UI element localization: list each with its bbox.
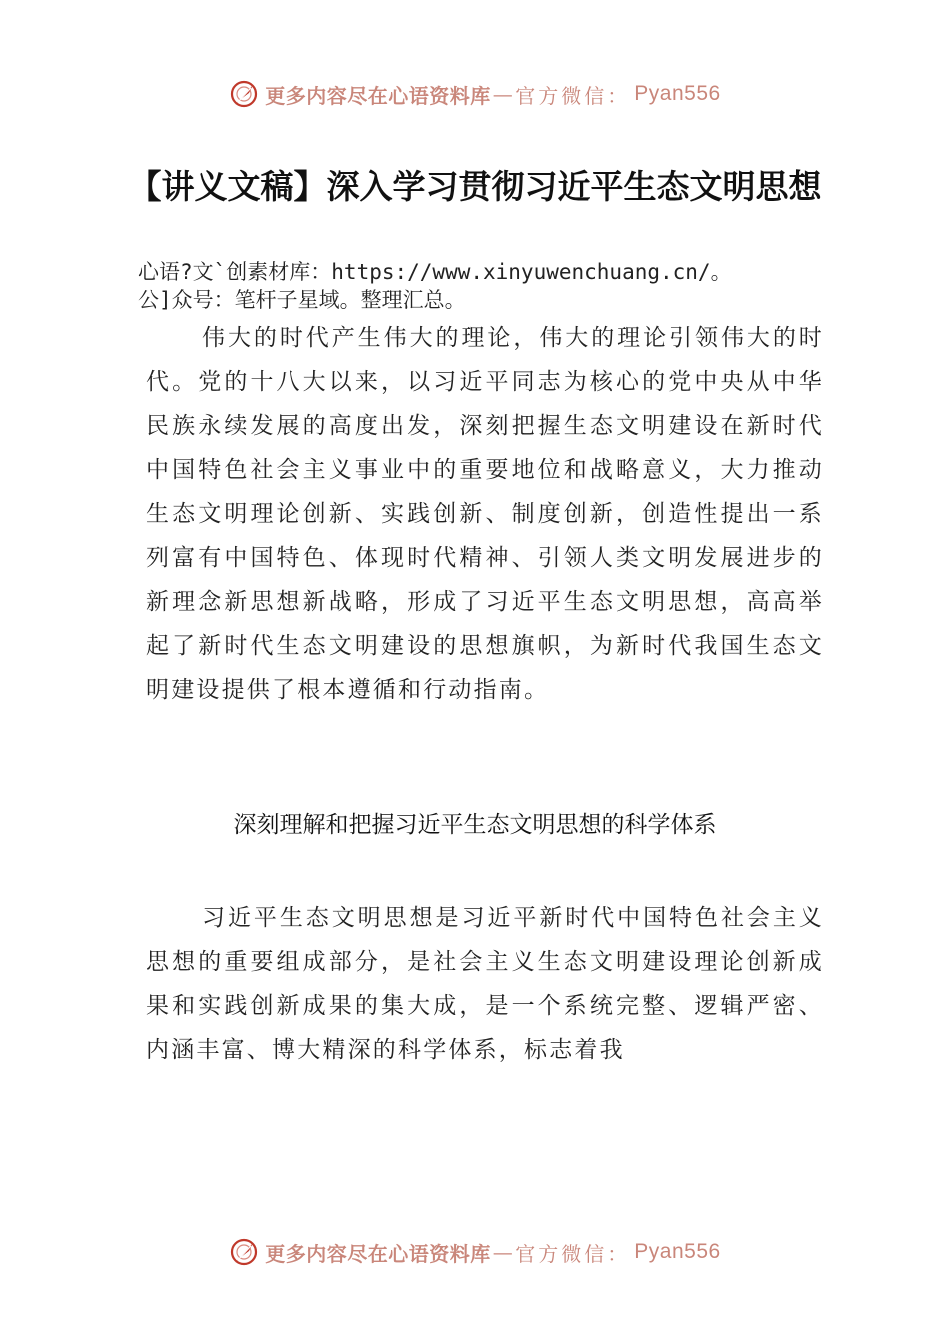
source-line-1: 心语?文`创素材库：https://www.xinyuwenchuang.cn/。	[138, 260, 732, 284]
banner-separator: —	[492, 1240, 514, 1264]
banner-separator: —	[492, 82, 514, 106]
header-banner	[0, 72, 950, 116]
banner-wechat-label: 官方微信：	[515, 83, 631, 108]
quill-seal-icon	[229, 79, 259, 109]
banner-wechat-label: 官方微信：	[515, 1241, 631, 1266]
footer-banner	[0, 1230, 950, 1274]
banner-text: 更多内容尽在心语资料库	[265, 83, 491, 108]
banner-wechat-id: Pyan556	[634, 1240, 721, 1263]
section-heading: 深刻理解和把握习近平生态文明思想的科学体系	[233, 812, 717, 838]
source-line-2: 公]众号：笔杆子星域。整理汇总。	[138, 288, 466, 312]
document-title: 【讲义文稿】深入学习贯彻习近平生态文明思想	[128, 167, 822, 206]
banner-wechat-id: Pyan556	[634, 82, 721, 105]
quill-seal-icon	[229, 1237, 259, 1267]
body-paragraph-2: 习近平生态文明思想是习近平新时代中国特色社会主义思想的重要组成部分，是社会主义生态文明建设理论创新成果和实践创新成果的集大成，是一个系统完整、逻辑严密、内涵丰富、博大精深的科学体系，标志着我	[146, 905, 824, 1063]
banner-text: 更多内容尽在心语资料库	[265, 1241, 491, 1266]
source-note	[138, 258, 828, 314]
body-paragraph-1: 伟大的时代产生伟大的理论，伟大的理论引领伟大的时代。党的十八大以来，以习近平同志为核心的党中央从中华民族永续发展的高度出发，深刻把握生态文明建设在新时代中国特色社会主义事业中的重要地位和战略意义，大力推动生态文明理论创新、实践创新、制度创新，创造性提出一系列富有中国特色、体现时代精神、引领人类文明发展进步的新理念新思想新战略，形成了习近平生态文明思想，高高举起了新时代生态文明建设的思想旗帜，为新时代我国生态文明建设提供了根本遵循和行动指南。	[146, 325, 824, 703]
